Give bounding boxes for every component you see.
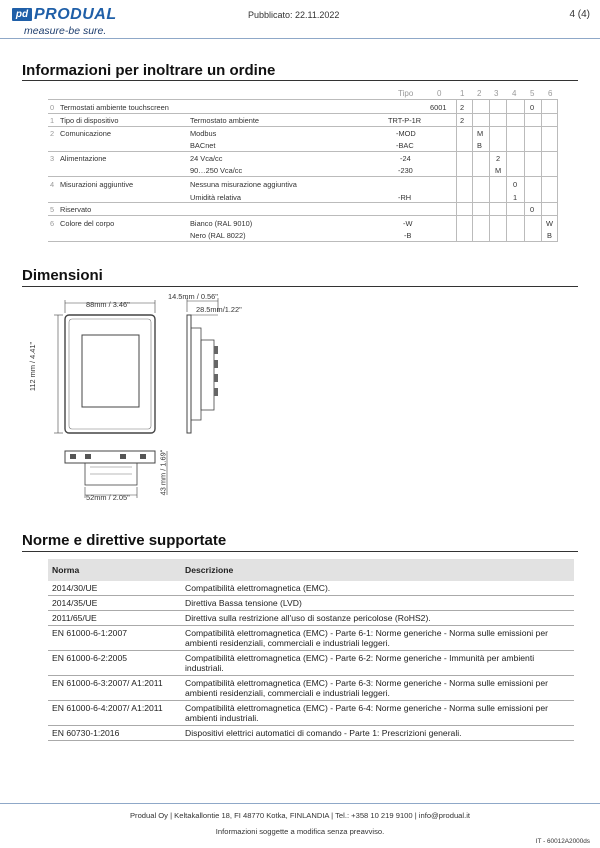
table-row — [48, 651, 574, 676]
row-rule — [48, 202, 558, 203]
row-rule — [48, 126, 558, 127]
norm-code: 2014/35/UE — [48, 596, 181, 611]
row-number: 5 — [50, 205, 55, 214]
row-code: -RH — [398, 193, 412, 202]
row-mark: B — [547, 231, 552, 240]
norm-code: EN 60730-1:2016 — [48, 726, 181, 741]
norms-table — [48, 559, 574, 741]
row-code: -230 — [398, 166, 413, 175]
norm-code: 2011/65/UE — [48, 611, 181, 626]
row-mark: W — [546, 219, 553, 228]
row-label: Tipo di dispositivo — [60, 116, 119, 125]
norm-code: EN 61000-6-3:2007/ A1:2011 — [48, 676, 181, 701]
norm-code: EN 61000-6-2:2005 — [48, 651, 181, 676]
column-header-norma: Norma — [48, 559, 181, 581]
footer-notice: Informazioni soggette a modifica senza preavviso. — [215, 827, 385, 836]
norm-code: EN 61000-6-1:2007 — [48, 626, 181, 651]
col-number: 0 — [437, 89, 442, 98]
dimensions-title-rule — [22, 286, 578, 287]
row-option: Modbus — [190, 129, 217, 138]
footer-address: Produal Oy | Keltakallontie 18, FI 48770 Kotka, FINLANDIA | Tel.: +358 10 219 9100 | info@produal.it — [129, 811, 470, 820]
row-rule — [48, 241, 558, 242]
guide-line — [557, 99, 558, 241]
row-mark: B — [477, 141, 482, 150]
norms-section-title: Norme e direttive supportate — [22, 532, 227, 549]
row-option: Nessuna misurazione aggiuntiva — [190, 180, 297, 189]
row-option: Termostato ambiente — [190, 116, 260, 125]
page-number: 4 (4) — [569, 9, 590, 20]
norm-description: Compatibilità elettromagnetica (EMC) - Parte 6-2: Norme generiche - Immunità per ambienti industriali. — [181, 651, 574, 676]
row-code: -W — [403, 219, 413, 228]
row-code: -BAC — [396, 141, 414, 150]
norm-description: Compatibilità elettromagnetica (EMC) - Parte 6-3: Norme generiche - Norma sulle emissioni per ambienti residenziali, commerciali e industriali leggeri. — [181, 676, 574, 701]
published-date: Pubblicato: 22.11.2022 — [248, 10, 340, 20]
header-divider — [0, 38, 600, 39]
row-rule — [48, 176, 558, 177]
norms-header-row — [48, 559, 574, 581]
row-number: 2 — [50, 129, 55, 138]
row-option: 24 Vca/cc — [190, 154, 223, 163]
dimension-drawing — [40, 288, 300, 508]
table-row — [48, 581, 574, 596]
row-code: -24 — [400, 154, 411, 163]
norm-description: Direttiva sulla restrizione all'uso di sostanze pericolose (RoHS2). — [181, 611, 574, 626]
norm-description: Direttiva Bassa tensione (LVD) — [181, 596, 574, 611]
row-mark: 0 — [530, 205, 535, 214]
row-label: Alimentazione — [60, 154, 107, 163]
row-option: Bianco (RAL 9010) — [190, 219, 253, 228]
logo-mark: pd — [12, 8, 32, 21]
norm-code: 2014/30/UE — [48, 581, 181, 596]
row-rule — [48, 113, 558, 114]
guide-line — [506, 99, 507, 241]
col-number: 3 — [494, 89, 499, 98]
row-rule — [48, 151, 558, 152]
guide-line — [456, 99, 457, 241]
norms-title-rule — [22, 551, 578, 552]
row-code: -B — [404, 231, 412, 240]
tipo-label: Tipo — [398, 89, 414, 98]
norm-code: EN 61000-6-4:2007/ A1:2011 — [48, 701, 181, 726]
row-number: 4 — [50, 180, 55, 189]
row-mark: M — [495, 166, 502, 175]
width-front-label: 88mm / 3.46" — [86, 300, 130, 309]
width-back-label: 52mm / 2.05" — [86, 493, 130, 502]
table-row — [48, 726, 574, 741]
row-label: Colore del corpo — [60, 219, 115, 228]
norm-description: Compatibilità elettromagnetica (EMC) - Parte 6-4: Norme generiche - Norma sulle emissioni per ambienti industriali. — [181, 701, 574, 726]
norm-description: Compatibilità elettromagnetica (EMC) - Parte 6-1: Norme generiche - Norma sulle emissioni per ambienti residenziali, commerciali e industriali leggeri. — [181, 626, 574, 651]
col-number: 2 — [477, 89, 482, 98]
norm-description: Compatibilità elettromagnetica (EMC). — [181, 581, 574, 596]
row-number: 1 — [50, 116, 55, 125]
col-number: 6 — [548, 89, 553, 98]
row-rule — [48, 215, 558, 216]
row-number: 0 — [50, 103, 55, 112]
depth-total-label: 14.5mm / 0.56" — [168, 292, 218, 301]
row-code: 6001 — [430, 103, 447, 112]
height-back-label: 43 mm / 1.69" — [158, 449, 168, 496]
row-mark: 2 — [460, 116, 465, 125]
row-option: Umidità relativa — [190, 193, 241, 202]
row-label: Termostati ambiente touchscreen — [60, 103, 169, 112]
depth-back-label: 28.5mm/1.22" — [196, 305, 242, 314]
row-code: TRT-P-1R — [388, 116, 422, 125]
col-number: 1 — [460, 89, 465, 98]
row-code: -MOD — [396, 129, 416, 138]
row-number: 3 — [50, 154, 55, 163]
row-option: BACnet — [190, 141, 216, 150]
norm-description: Dispositivi elettrici automatici di comando - Parte 1: Prescrizioni generali. — [181, 726, 574, 741]
header-rule — [48, 99, 558, 100]
table-row — [48, 701, 574, 726]
col-number: 5 — [530, 89, 535, 98]
row-label: Comunicazione — [60, 129, 111, 138]
guide-line — [524, 99, 525, 241]
row-label: Riservato — [60, 205, 92, 214]
row-mark: 0 — [530, 103, 535, 112]
brand-logo: PRODUAL — [34, 6, 117, 23]
table-row — [48, 676, 574, 701]
footer-divider — [0, 803, 600, 804]
order-title-rule — [22, 80, 578, 81]
guide-line — [472, 99, 473, 241]
row-mark: 2 — [460, 103, 465, 112]
row-number: 6 — [50, 219, 55, 228]
row-mark: 2 — [496, 154, 501, 163]
order-code-table — [48, 86, 558, 238]
table-row — [48, 626, 574, 651]
row-label: Misurazioni aggiuntive — [60, 180, 134, 189]
brand-tagline: measure-be sure. — [24, 25, 107, 37]
document-id: IT - 60012A2000ds — [535, 838, 590, 845]
row-option: Nero (RAL 8022) — [190, 231, 246, 240]
dimensions-section-title: Dimensioni — [22, 267, 103, 284]
row-mark: 1 — [513, 193, 518, 202]
order-section-title: Informazioni per inoltrare un ordine — [22, 62, 276, 79]
table-row — [48, 596, 574, 611]
bottom-view — [65, 451, 167, 498]
row-mark: 0 — [513, 180, 518, 189]
guide-line — [489, 99, 490, 241]
side-view — [187, 298, 218, 433]
guide-line — [541, 99, 542, 241]
col-number: 4 — [512, 89, 517, 98]
front-view — [54, 300, 155, 433]
row-option: 90…250 Vca/cc — [190, 166, 243, 175]
table-row — [48, 611, 574, 626]
row-mark: M — [477, 129, 484, 138]
height-front-label: 112 mm / 4.41" — [28, 341, 38, 392]
column-header-descrizione: Descrizione — [181, 559, 574, 581]
